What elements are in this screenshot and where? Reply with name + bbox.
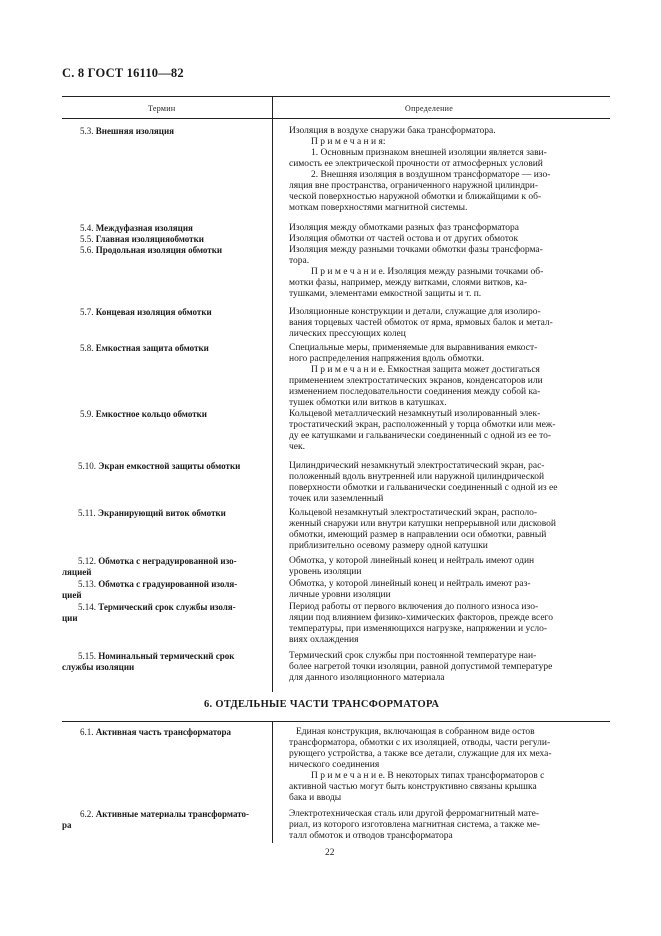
definition-line: риал, из которого изготовлена магнитная система, а также ме-: [289, 820, 540, 830]
definition-line: ляции под влиянием физико-химических факторов, прежде всего: [289, 613, 553, 623]
term-text: Активная часть трансформатора: [95, 727, 232, 737]
document-header: С. 8 ГОСТ 16110—82: [62, 66, 184, 80]
term-number: 5.14.: [78, 602, 99, 612]
column-header-definition: Определение: [405, 104, 454, 113]
definition-line: 2. Внешняя изоляция в воздушном трансформаторе — изо-: [311, 170, 551, 180]
definition-line: симость ее электрической прочности от атмосферных условий: [289, 159, 543, 169]
definition-line: Единая конструкция, включающая в собранном виде остов: [296, 727, 535, 737]
term-number: 6.1.: [80, 727, 96, 737]
definition-line: П р и м е ч а н и е. В некоторых типах трансформаторов с: [311, 771, 545, 781]
term-number: 5.6.: [80, 245, 96, 255]
table-header-rule: [62, 118, 610, 119]
term-label-continuation: [62, 820, 72, 831]
definition-line: вания торцевых частей обмоток от ярма, ярмовых балок и метал-: [289, 318, 553, 328]
term-number: 5.13.: [78, 579, 99, 589]
definition-line: ческой поверхностью наружной обмотки и ближайщими к об-: [289, 192, 542, 202]
term-label: [80, 245, 222, 256]
definition-line: виях охлаждения: [289, 635, 359, 645]
definition-line: чек.: [289, 442, 305, 452]
definition-line: лических прессующих колец: [289, 329, 406, 339]
term-text: Емкостное кольцо обмотки: [95, 409, 207, 419]
term-text: Внешняя изоляция: [95, 126, 174, 136]
definition-line: точек или заземленный: [289, 494, 384, 504]
definition-line: Период работы от первого включения до полного износа изо-: [289, 602, 539, 612]
term-text: ции: [62, 613, 78, 623]
term-text: Продольная изоляция обмотки: [95, 245, 223, 255]
column-header-term: Термин: [148, 104, 176, 113]
definition-line: Обмотка, у которой линейный конец и нейтраль имеют раз-: [289, 579, 531, 589]
term-number: 5.5.: [80, 234, 96, 244]
definition-line: П р и м е ч а н и я:: [311, 137, 386, 147]
term-label: [78, 602, 236, 613]
term-text: Экранирующий виток обмотки: [97, 508, 226, 518]
section-title: 6. ОТДЕЛЬНЫЕ ЧАСТИ ТРАНСФОРМАТОРА: [204, 699, 440, 710]
definition-line: Кольцевой незамкнутый электростатический экран, располо-: [289, 508, 538, 518]
term-label-continuation: [62, 662, 134, 673]
definition-line: тушек обмотки или витков в катушках.: [289, 398, 447, 408]
table2-top-rule: [62, 721, 610, 722]
table-top-rule: [62, 96, 610, 97]
term-label: [80, 307, 212, 318]
term-number: 5.12.: [78, 556, 99, 566]
term-label: [80, 727, 231, 738]
term-text: цией: [62, 590, 82, 600]
term-text: ляцией: [62, 567, 92, 577]
term-number: 6.2.: [80, 809, 96, 819]
term-number: 5.9.: [80, 409, 96, 419]
term-text: Обмотка с неградуированной изо-: [98, 556, 237, 566]
definition-line: тростатический экран, расположенный у торца обмотки или меж-: [289, 420, 556, 430]
definition-line: положенный вдоль внутренней или наружной цилиндрической: [289, 472, 545, 482]
table2-column-divider: [272, 721, 273, 843]
definition-line: тушками, элементами емкостной защиты и т. п.: [289, 289, 482, 299]
term-label: [80, 343, 209, 354]
definition-line: обмотки, имеющий размер в направлении оси обмотки, равный: [289, 530, 547, 540]
term-text: ра: [62, 820, 72, 830]
term-number: 5.11.: [78, 508, 98, 518]
definition-line: личные уровни изоляции: [289, 590, 391, 600]
definition-line: трансформатора, обмотки с их изоляцией, отводы, части регули-: [289, 738, 551, 748]
definition-line: рующего устройства, а также все детали, служащие для их меха-: [289, 749, 552, 759]
term-text: службы изоляции: [62, 662, 135, 672]
definition-line: моткам поверхностями магнитной системы.: [289, 203, 468, 213]
definition-line: Изоляция между обмотками разных фаз трансформатора: [289, 223, 520, 233]
term-text: Емкостная защита обмотки: [95, 343, 209, 353]
term-number: 5.4.: [80, 223, 96, 233]
definition-line: Цилиндрический незамкнутый электростатический экран, рас-: [289, 461, 545, 471]
term-text: Концевая изоляция обмотки: [95, 307, 212, 317]
definition-line: Специальные меры, применяемые для выравнивания емкост-: [289, 343, 538, 353]
term-number: 5.7.: [80, 307, 96, 317]
term-label: [80, 126, 174, 137]
term-text: Термический срок службы изоля-: [98, 602, 236, 612]
definition-line: температуры, при изменяющихся нагрузке, напряжении и усло-: [289, 624, 548, 634]
definition-line: изменением последовательности соединения между собой ка-: [289, 387, 541, 397]
term-label: [80, 234, 204, 245]
definition-line: женный снаружи или внутри катушки непрерывной или дисковой: [289, 519, 556, 529]
definition-line: 1. Основным признаком внешней изоляции является зави-: [311, 148, 547, 158]
definition-line: Изоляция обмотки от частей остова и от других обмоток: [289, 234, 519, 244]
table-column-divider: [272, 96, 273, 692]
term-text: Экран емкостной защиты обмотки: [98, 461, 241, 471]
definition-line: ду ее катушками и гальванически соединенный с одной из ее то-: [289, 431, 552, 441]
definition-line: П р и м е ч а н и е. Изоляция между разными точками об-: [311, 267, 544, 277]
definition-line: П р и м е ч а н и е. Емкостная защита может достигаться: [311, 365, 540, 375]
definition-line: Изоляция между разными точками обмотки фазы трансформа-: [289, 245, 543, 255]
page-number: 22: [325, 848, 335, 858]
term-label: [80, 409, 207, 420]
term-label: [78, 556, 237, 567]
definition-line: Электротехническая сталь или другой ферромагнитный мате-: [289, 809, 540, 819]
definition-line: поверхности обмотки и гальванически соединенный с одной из ее: [289, 483, 558, 493]
definition-line: для данного изоляционного материала: [289, 673, 445, 683]
definition-line: Обмотка, у которой линейный конец и нейтраль имеют один: [289, 556, 535, 566]
term-number: 5.8.: [80, 343, 96, 353]
definition-line: тора.: [289, 256, 310, 266]
term-label: [80, 809, 249, 820]
definition-line: ного распределения напряжения вдоль обмотки.: [289, 354, 485, 364]
definition-line: Изоляционные конструкции и детали, служащие для изолиро-: [289, 307, 541, 317]
term-label: [78, 461, 240, 472]
definition-line: Кольцевой металлический незамкнутый изолированный элек-: [289, 409, 541, 419]
term-label: [80, 223, 193, 234]
term-text: Обмотка с градуированной изоля-: [98, 579, 238, 589]
definition-line: бака и вводы: [289, 793, 342, 803]
term-text: Номинальный термический срок: [98, 651, 235, 661]
term-label-continuation: [62, 613, 78, 624]
term-number: 5.15.: [78, 651, 99, 661]
term-label-continuation: [62, 590, 82, 601]
term-label: [78, 508, 226, 519]
definition-line: ляция вне пространства, ограниченного наружной цилиндри-: [289, 181, 539, 191]
definition-line: мотки фазы, например, между витками, слоями витков, ка-: [289, 278, 528, 288]
definition-line: талл обмоток и отводов трансформатора: [289, 831, 453, 841]
term-label: [78, 579, 237, 590]
definition-line: приблизительно осевому размеру одной катушки: [289, 541, 488, 551]
term-text: Междуфазная изоляция: [95, 223, 193, 233]
term-number: 5.3.: [80, 126, 96, 136]
term-label-continuation: [62, 567, 91, 578]
term-label: [78, 651, 234, 662]
definition-line: уровень изоляции: [289, 567, 362, 577]
definition-line: активной частью могут быть конструктивно связаны крышка: [289, 782, 537, 792]
definition-line: более нагретой точки изоляции, равной допустимой температуре: [289, 662, 553, 672]
term-number: 5.10.: [78, 461, 99, 471]
definition-line: Изоляция в воздухе снаружи бака трансформатора.: [289, 126, 496, 136]
term-text: Главная изоляцияобмотки: [95, 234, 204, 244]
definition-line: Термический срок службы при постоянной температуре наи-: [289, 651, 537, 661]
term-text: Активные материалы трансформато-: [95, 809, 250, 819]
definition-line: применением электростатических экранов, конденсаторов или: [289, 376, 543, 386]
definition-line: нического соединения: [289, 760, 380, 770]
